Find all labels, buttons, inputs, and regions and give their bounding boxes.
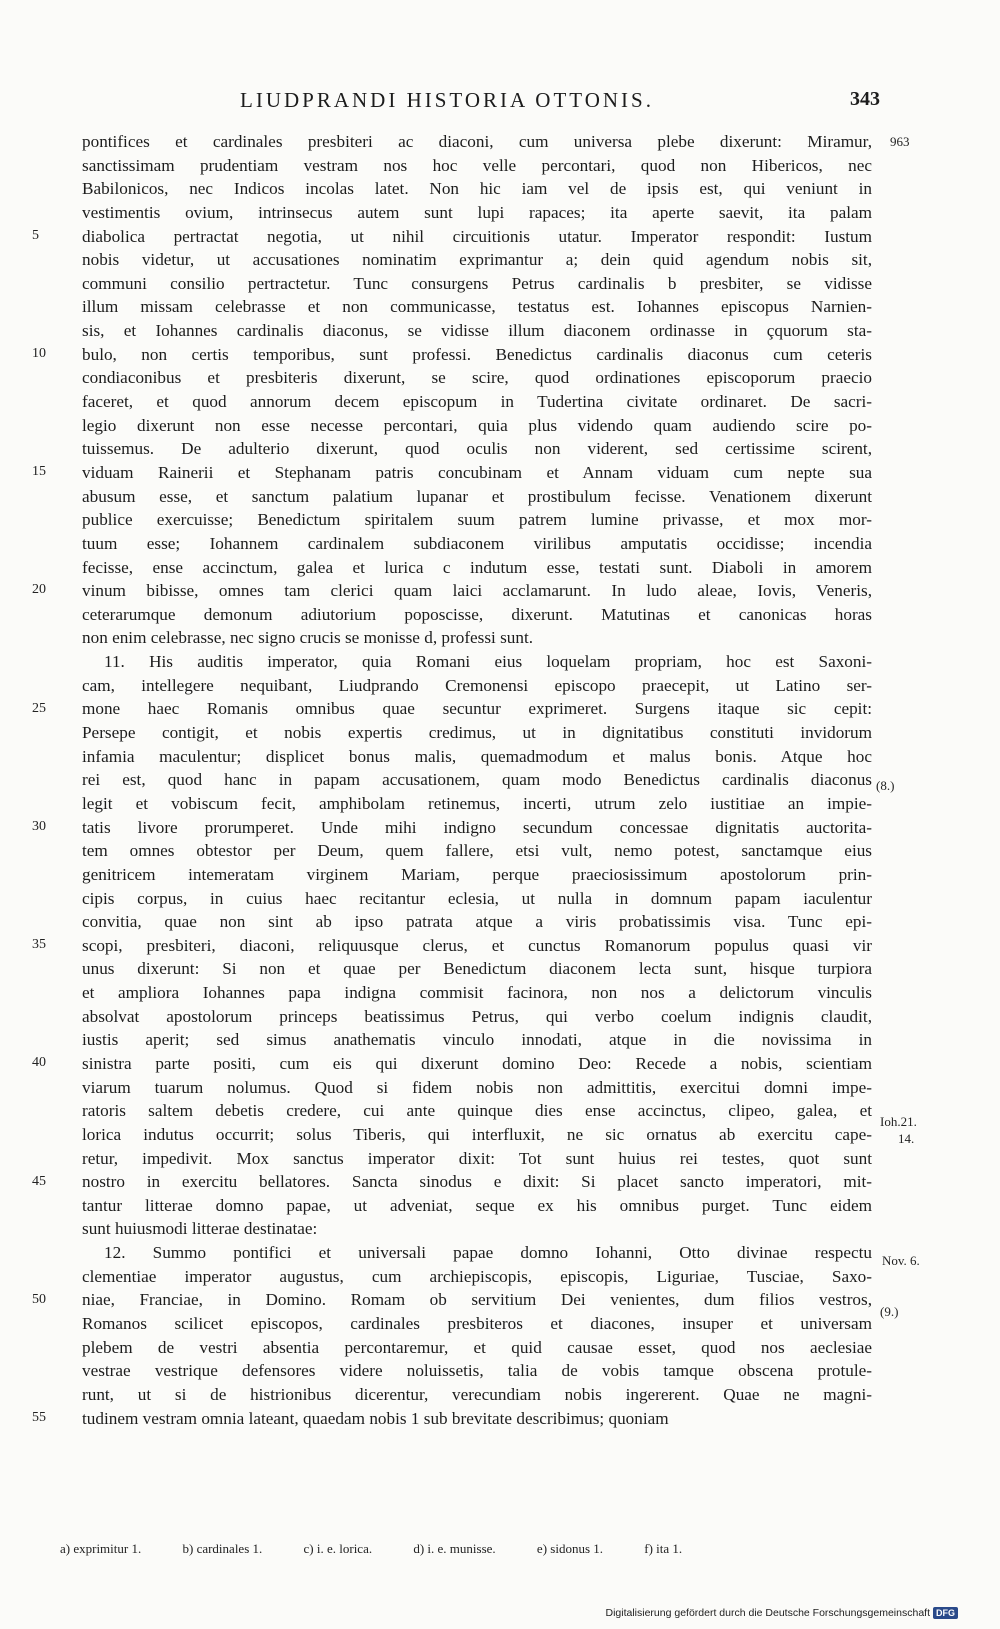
text-line: tem omnes obtestor per Deum, quem fallere, etsi vult, nemo potest, sanctamque eius [82,841,872,861]
line-number: 35 [32,937,46,953]
dfg-logo: DFG [933,1607,958,1619]
text-line: faceret, et quod annorum decem episcopum in Tudertina civitate ordinaret. De sacri- [82,392,872,412]
text-line: rei est, quod hanc in papam accusationem, quam modo Benedictus cardinalis diaconus [82,770,872,790]
text-line: tuum esse; Iohannem cardinalem subdiaconem virilibus amputatis occidisse; incendia [82,533,872,553]
text-line: infamia maculentur; displicet bonus malis, quemadmodum et malus bonis. Atque hoc [82,746,872,766]
margin-year: 963 [890,134,910,149]
line-number: 45 [32,1173,46,1189]
footnote-e: e) sidonus 1. [536,1541,604,1556]
text-line: sis, et Iohannes cardinalis diaconus, se vidisse illum diaconem ordinasse in çquorum sta- [82,321,872,341]
footnotes [60,1541,880,1557]
text-line: communi consilio pertractetur. Tunc consurgens Petrus cardinalis b presbiter, se vidisse [82,273,872,293]
text-line: cipis corpus, in cuius haec recitantur eclesia, ut nulla in domnum papam iaculentur [82,888,872,908]
page-header [50,88,880,118]
digitization-credit [605,1607,958,1619]
page-number: 343 [850,88,880,110]
text-line: pontifices et cardinales presbiteri ac diaconi, cum universa plebe dixerunt: Miramur, [82,132,872,151]
running-title: LIUDPRANDI HISTORIA OTTONIS. [240,88,654,112]
text-line: tatis livore prorumperet. Unde mihi indigno secundum concessae dignitatis auctorita- [82,817,872,837]
text-line: genitricem intemeratam virginem Mariam, perque praeciosissimum apostolorum prin- [82,864,872,884]
text-line: Babilonicos, nec Indicos incolas latet. Non hic iam vel de ipsis est, qui veniunt in [82,179,872,199]
text-line: 11. His auditis imperator, quia Romani eius loquelam propriam, hoc est Saxoni- [104,652,872,672]
line-number: 20 [32,582,46,598]
text-line: ratoris saltem debetis credere, cui ante quinque dies ense accinctus, clipeo, galea, et [82,1101,872,1121]
line-number: 5 [32,227,39,243]
text-line: viduam Rainerii et Stephanam patris concubinam et Annam viduam cum nepte sua [82,462,872,482]
text-line: vestrae vestrique defensores videre noluissetis, talia de vobis tamque obscena protule- [82,1361,872,1381]
footnote-d: d) i. e. munisse. [413,1541,496,1556]
text-line: tuissemus. De adulterio dixerunt, quod oculis non viderent, sed certissime scirent, [82,439,872,459]
footnote-c: c) i. e. lorica. [303,1541,373,1556]
text-line: plebem de vestri absentia percontaremur, et quid causae esset, quod nos aeclesiae [82,1337,872,1357]
text-line: nobis videtur, ut accusationes nominatim exprimantur a; dein quid agendum nobis sit, [82,250,872,270]
text-line: convitia, quae non sint ab ipso patrata atque a viris probatissimis visa. Tunc epi- [82,912,872,932]
text-line: publice exercuisse; Benedictum spiritalem suum patrem lumine privasse, et mox mor- [82,510,872,530]
text-line: vestimentis ovium, intrinsecus autem sunt lupi rapaces; ita aperte saevit, ita palam [82,202,872,222]
text-line: unus dixerunt: Si non et quae per Benedictum diaconem lecta sunt, hisque turpiora [82,959,872,979]
line-number: 25 [32,700,46,716]
text-line: runt, ut si de histrionibus dicerentur, verecundiam nobis ingererent. Quae ne magni- [82,1384,872,1404]
text-line: tantur litterae domno papae, ut adveniat, seque ex his omnibus purget. Tunc eidem [82,1195,872,1215]
text-line: viarum tuarum nolumus. Quod si fidem nobis non admittitis, exercitui domni impe- [82,1077,872,1097]
margin-ioh: Ioh.21. [880,1114,917,1129]
text-line: fecisse, ense accinctum, galea et lurica c indutum esse, testati sunt. Diaboli in amorem [82,557,872,577]
text-line: diabolica pertractat negotia, ut nihil circuitionis utatur. Imperator respondit: Iustum [82,226,872,246]
credit-text: Digitalisierung gefördert durch die Deutsche Forschungsgemeinschaft [605,1607,930,1619]
footnote-b: b) cardinales 1. [182,1541,263,1556]
text-line: lorica indutus occurrit; solus Tiberis, qui interfluxit, ne sic ornatus ab exercitu cape- [82,1124,872,1144]
footnote-f: f) ita 1. [644,1541,683,1556]
margin-nov: Nov. 6. [882,1253,920,1268]
text-line: mone haec Romanis omnibus quae secuntur exprimeret. Surgens itaque sic cepit: [82,699,872,719]
text-line: tudinem vestram omnia lateant, quaedam nobis 1 sub brevitate describimus; quoniam [82,1408,669,1428]
text-line: sanctissimam prudentiam vestram nos hoc velle percontari, quod non Hibericos, nec [82,155,872,175]
line-number: 40 [32,1055,46,1071]
text-line: iustis aperit; sed simus anathematis vinculo innodati, atque in die novissima in [82,1030,872,1050]
text-line: retur, impedivit. Mox sanctus imperator dixit: Tot sunt huius rei testes, quot sunt [82,1148,872,1168]
text-line: absolvat apostolorum princeps beatissimus Petrus, qui verbo coelum indignis claudit, [82,1006,872,1026]
footnote-a: a) exprimitur 1. [60,1541,142,1556]
line-number: 10 [32,345,46,361]
text-line: nostro in exercitu bellatores. Sancta sinodus e dixit: Si placet sancto imperatori, mit- [82,1172,872,1192]
text-line: vinum bibisse, omnes tam clerici quam laici acclamarunt. In ludo aleae, Iovis, Veneris, [82,581,872,601]
text-line: sinistra parte positi, cum eis qui dixerunt domino Deo: Recede a nobis, scientiam [82,1053,872,1073]
margin-ref-8: (8.) [876,778,895,793]
text-line: niae, Franciae, in Domino. Romam ob servitium Dei venientes, dum filios vestros, [82,1290,872,1310]
text-line: cam, intellegere nequibant, Liudprando Cremonensi episcopo praecepit, ut Latino ser- [82,675,872,695]
text-line: clementiae imperator augustus, cum archiepiscopis, episcopis, Liguriae, Tusciae, Saxo- [82,1266,872,1286]
margin-ioh-verse: 14. [898,1131,915,1146]
text-line: ceterarumque demonum adiutorium poposcisse, dixerunt. Matutinas et canonicas horas [82,604,872,624]
text-line: sunt huiusmodi litterae destinatae: [82,1219,318,1239]
line-number: 50 [32,1291,46,1307]
text-line: non enim celebrasse, nec signo crucis se monisse d, professi sunt. [82,628,534,648]
text-line: illum missam celebrasse et non communicasse, testatus est. Iohannes episcopus Narnien- [82,297,872,317]
line-number: 30 [32,818,46,834]
text-line: bulo, non certis temporibus, sunt professi. Benedictus cardinalis diaconus cum ceteris [82,344,872,364]
text-line: legio dixerunt non esse necesse percontari, quia plus videndo quam audiendo scire po- [82,415,872,435]
text-line: Romanos scilicet episcopos, cardinales presbiteros et diacones, insuper et universam [82,1314,872,1334]
text-line: et ampliora Iohannes papa indigna commisit facinora, non nos a delictorum vinculis [82,983,872,1003]
text-line: legit et vobiscum fecit, amphibolam retinemus, incerti, utrum zelo iustitiae an impie- [82,793,872,813]
line-number: 55 [32,1410,46,1426]
text-line: Persepe contigit, et nobis expertis credimus, ut in dignitatibus constituti invidorum [82,723,872,743]
line-number: 15 [32,464,46,480]
text-line: condiaconibus et presbiteris dixerunt, se scire, quod ordinationes episcoporum praecio [82,368,872,388]
main-text [82,130,872,1430]
margin-ref-9: (9.) [880,1304,899,1319]
text-line: 12. Summo pontifici et universali papae domno Iohanni, Otto divinae respectu [104,1243,872,1263]
text-line: abusum esse, et sanctum palatium lupanar et prostibulum fecisse. Venationem dixerunt [82,486,872,506]
text-line: scopi, presbiteri, diaconi, reliquusque clerus, et cunctus Romanorum populus quasi vir [82,935,872,955]
